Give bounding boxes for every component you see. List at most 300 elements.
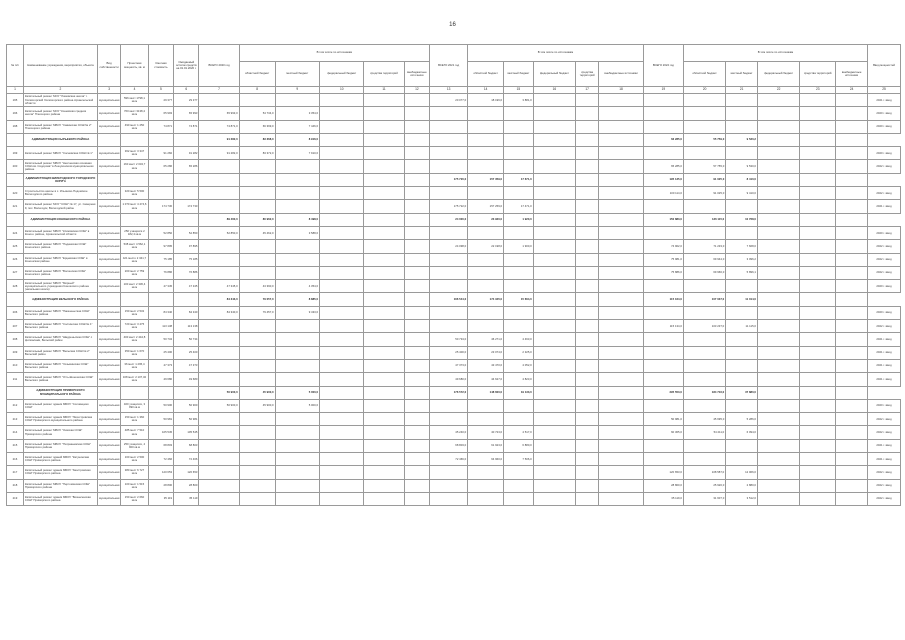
ownership: муниципальная (97, 333, 120, 346)
capacity: 400 учащихся, 3 990 кв.м (121, 399, 149, 412)
capacity: 150 мест 2 532 кв.м (121, 306, 149, 319)
remaining-cost: 35 119 (174, 492, 199, 505)
column-number: 17 (576, 87, 599, 94)
local-2021: 7 506,0 (504, 453, 534, 466)
header-sub: местный бюджет (726, 62, 758, 87)
empty-cell (576, 253, 599, 266)
ownership: муниципальная (97, 200, 120, 213)
empty-cell (404, 386, 429, 399)
empty-cell (533, 187, 575, 200)
commission-year: 2022 г. ввод (868, 187, 901, 200)
federal-2020 (320, 346, 364, 359)
regional-2021: 157 259,0 (468, 200, 504, 213)
row-number: 195 (7, 94, 24, 107)
total-2021: 176 572,0 (430, 386, 468, 399)
empty-cell (364, 453, 404, 466)
column-number: 12 (404, 87, 429, 94)
estimated-cost: 113 138 (148, 320, 173, 333)
local-2021: 17 671,0 (504, 173, 534, 186)
empty-cell (97, 173, 120, 186)
empty-cell (533, 346, 575, 359)
regional-2020 (239, 240, 275, 253)
row-number: 220 (7, 187, 24, 200)
object-name: Капитальный ремонт МБОУ "Хозьминская СОШ" Вельского района (23, 359, 97, 372)
total-2020: 91 282,0 (199, 147, 239, 160)
local-2021: 1 900,0 (504, 240, 534, 253)
regional-2020: 83 372,0 (239, 147, 275, 160)
local-2021 (504, 266, 534, 279)
empty-cell (533, 213, 575, 226)
local-2022: 12 066,0 (726, 466, 758, 479)
estimated-cost: 76 886 (148, 266, 173, 279)
local-2022: 6 094,0 (726, 426, 758, 439)
total-2021 (430, 147, 468, 160)
commission-year: 2020 г. ввод (868, 306, 901, 319)
empty-cell (364, 439, 404, 452)
estimated-cost: 47 373 (148, 359, 173, 372)
empty-cell (533, 453, 575, 466)
empty-cell (836, 94, 868, 107)
section-row (7, 213, 901, 226)
table-row (7, 107, 901, 120)
table-row (7, 320, 901, 333)
empty-cell (800, 492, 836, 505)
section-row (7, 133, 901, 146)
federal-2020 (320, 453, 364, 466)
empty-cell (836, 359, 868, 372)
empty-cell (599, 386, 643, 399)
empty-cell (576, 479, 599, 492)
empty-cell (836, 253, 868, 266)
local-2020 (275, 173, 319, 186)
local-2022 (726, 200, 758, 213)
commission-year: 2021 г. ввод (868, 439, 901, 452)
local-2022: 11 014,0 (726, 293, 758, 306)
local-2022: 5 896,1 (726, 266, 758, 279)
header-sub: областной бюджет (239, 62, 275, 87)
local-2021 (504, 133, 534, 146)
object-name: Капитальный ремонт МБОУ "Уемская СОШ" Приморского района (23, 426, 97, 439)
empty-cell (836, 213, 868, 226)
object-name: Капитальный ремонт МБОУ "Патракеевская СОШ" Приморского района (23, 439, 97, 452)
ownership: муниципальная (97, 120, 120, 133)
table-row (7, 373, 901, 386)
local-2020: 5 000,0 (275, 399, 319, 412)
empty-cell (836, 453, 868, 466)
total-2022: 75 981,0 (643, 253, 683, 266)
estimated-cost: 74 871 (148, 120, 173, 133)
empty-cell (800, 413, 836, 426)
regional-2020: 43 390,0 (239, 280, 275, 293)
total-2021: 68 803,0 (430, 439, 468, 452)
total-2022 (643, 373, 683, 386)
ownership: муниципальная (97, 439, 120, 452)
header-rest: Ожидаемый остаток средств на 01.01.2020 г. (174, 45, 199, 87)
empty-cell (576, 373, 599, 386)
regional-2021: 174 345,0 (468, 293, 504, 306)
remaining-cost: 84 340 (174, 306, 199, 319)
local-2020: 3 588,0 (275, 226, 319, 239)
regional-2021 (468, 413, 504, 426)
empty-cell (576, 213, 599, 226)
row-number: 210 (7, 359, 24, 372)
empty-cell (800, 94, 836, 107)
row-number: 207 (7, 320, 24, 333)
empty-cell (757, 399, 799, 412)
empty-cell (800, 253, 836, 266)
empty-cell (364, 399, 404, 412)
empty-cell (148, 386, 173, 399)
empty-cell (836, 187, 868, 200)
remaining-cost (174, 187, 199, 200)
local-2020 (275, 320, 319, 333)
local-2022: 5 286,0 (726, 413, 758, 426)
remaining-cost: 75 185 (174, 253, 199, 266)
empty-cell (599, 373, 643, 386)
regional-2020 (239, 453, 275, 466)
empty-cell (533, 479, 575, 492)
federal-2020 (320, 492, 364, 505)
estimated-cost: 72 466 (148, 453, 173, 466)
local-2020 (275, 160, 319, 173)
federal-2020 (320, 266, 364, 279)
section-title: АДМИНИСТРАЦИЯ КОНОШСКОГО РАЙОНА (23, 213, 97, 226)
empty-cell (404, 213, 429, 226)
total-2022: 60 305,0 (643, 426, 683, 439)
remaining-cost: 65 993 (174, 107, 199, 120)
row-number: 219 (7, 492, 24, 505)
regional-2022 (683, 94, 725, 107)
local-2020: 3 354,0 (275, 107, 319, 120)
local-2021: 3 881,0 (504, 94, 534, 107)
empty-cell (800, 133, 836, 146)
object-name: Капитальный ремонт МБОУ "Волошская СОШ" Коношского района (23, 266, 97, 279)
empty-cell (800, 293, 836, 306)
total-2020: 50 900,0 (199, 386, 239, 399)
column-number: 15 (504, 87, 534, 94)
local-2022 (726, 107, 758, 120)
empty-cell (836, 306, 868, 319)
empty-cell (533, 413, 575, 426)
empty-cell (404, 94, 429, 107)
empty-cell (320, 173, 364, 186)
total-2020 (199, 320, 239, 333)
regional-2022: 91 025,0 (683, 187, 725, 200)
total-2022: 120 653,0 (643, 466, 683, 479)
total-2022 (643, 359, 683, 372)
header-sub: областной бюджет (468, 62, 504, 87)
empty-cell (576, 453, 599, 466)
object-name: Капитальный ремонт МБОУ "Мирный" муниципального учреждения Коношского района (начальная школа) (23, 280, 97, 293)
empty-cell (576, 120, 599, 133)
total-2020 (199, 253, 239, 266)
regional-2020 (239, 333, 275, 346)
empty-cell (576, 160, 599, 173)
total-2022 (643, 107, 683, 120)
remaining-cost: 113 138 (174, 320, 199, 333)
empty-cell (404, 346, 429, 359)
total-2022: 150 883,0 (643, 213, 683, 226)
empty-cell (404, 320, 429, 333)
empty-cell (757, 107, 799, 120)
federal-2020 (320, 359, 364, 372)
object-name: Капитальный ремонт МБОУ "Подюжская СОШ" Коношского района (23, 240, 97, 253)
regional-2020 (239, 187, 275, 200)
capacity: 160 мест 2 500 кв.м (121, 453, 149, 466)
empty-cell (364, 492, 404, 505)
local-2021 (504, 399, 534, 412)
total-2020 (199, 200, 239, 213)
empty-cell (404, 492, 429, 505)
object-name: Капитальный ремонт здания МБОУ "Заостровская СОШ" Приморского района (23, 466, 97, 479)
empty-cell (364, 479, 404, 492)
capital-repair-table (6, 44, 901, 506)
table-row (7, 240, 901, 253)
empty-cell (599, 479, 643, 492)
remaining-cost: 29 377 (174, 94, 199, 107)
regional-2022 (683, 120, 725, 133)
total-2021 (430, 306, 468, 319)
empty-cell (800, 226, 836, 239)
remaining-cost: 49 680 (174, 373, 199, 386)
object-name: Капитальный ремонт МОУ "Коневская средняя школа" Плесецкого района (23, 107, 97, 120)
estimated-cost: 65 286 (148, 160, 173, 173)
local-2021: 4 517,0 (504, 426, 534, 439)
federal-2020 (320, 320, 364, 333)
local-2022 (726, 306, 758, 319)
total-2022: 295 553,0 (643, 386, 683, 399)
header-ownership: Вид собственности (97, 45, 120, 87)
header-row-1 (7, 45, 901, 62)
empty-cell (533, 373, 575, 386)
total-2020 (199, 466, 239, 479)
local-2022: 10 768,0 (726, 213, 758, 226)
empty-cell (757, 426, 799, 439)
empty-cell (800, 479, 836, 492)
capacity: 250 учащихся, 4 900 кв.м (121, 439, 149, 452)
remaining-cost: 28 800 (174, 479, 199, 492)
capacity: 1 070 мест 4 474,6 кв.м (121, 200, 149, 213)
empty-cell (599, 94, 643, 107)
empty-cell (576, 147, 599, 160)
total-2020 (199, 187, 239, 200)
federal-2020 (320, 466, 364, 479)
empty-cell (404, 240, 429, 253)
regional-2020 (239, 413, 275, 426)
regional-2022 (683, 280, 725, 293)
section-title: АДМИНИСТРАЦИЯ СЫРЬЕВОГО РАЙОНА (23, 133, 97, 146)
federal-2020 (320, 107, 364, 120)
total-2022: 100 114,0 (643, 187, 683, 200)
total-2021 (430, 492, 468, 505)
empty-cell (533, 280, 575, 293)
empty-cell (757, 413, 799, 426)
empty-cell (533, 107, 575, 120)
regional-2022: 71 233,0 (683, 240, 725, 253)
empty-cell (599, 453, 643, 466)
regional-2022: 108 587,0 (683, 466, 725, 479)
capacity: 150 мест 2 660 кв.м (121, 492, 149, 505)
estimated-cost: 47 345 (148, 280, 173, 293)
empty-cell (404, 200, 429, 213)
regional-2022 (683, 359, 725, 372)
empty-cell (404, 160, 429, 173)
empty-cell (599, 200, 643, 213)
empty-cell (757, 200, 799, 213)
empty-cell (533, 147, 575, 160)
header-sub: средства территорий (800, 62, 836, 87)
empty-cell (836, 333, 868, 346)
total-2020: 65 993,0 (199, 107, 239, 120)
empty-cell (404, 226, 429, 239)
ownership: муниципальная (97, 187, 120, 200)
local-2022 (726, 373, 758, 386)
empty-cell (364, 120, 404, 133)
regional-2020: 54 734,0 (239, 107, 275, 120)
total-2020 (199, 266, 239, 279)
empty-cell (800, 453, 836, 466)
empty-cell (576, 306, 599, 319)
local-2020 (275, 373, 319, 386)
empty-cell (836, 320, 868, 333)
object-name: Капитальный ремонт МБОУ "Ерцевская СОШ" в Коношском районе (23, 253, 97, 266)
local-2022 (726, 280, 758, 293)
empty-cell (364, 386, 404, 399)
total-2020 (199, 94, 239, 107)
empty-cell (800, 107, 836, 120)
local-2020 (275, 453, 319, 466)
empty-cell (757, 160, 799, 173)
estimated-cost: 28 800 (148, 479, 173, 492)
total-2021 (430, 280, 468, 293)
capacity: 400 мест 2 444,8 кв.м (121, 333, 149, 346)
object-name: Капитальный ремонт МОУ "СОШ" № 17, ул. Северная 9, пос. Вилегодск, Вилегодский район (23, 200, 97, 213)
empty-cell (599, 107, 643, 120)
empty-cell (404, 306, 429, 319)
empty-cell (576, 173, 599, 186)
empty-cell (599, 439, 643, 452)
estimated-cost: 97 895 (148, 240, 173, 253)
header-sub: средства территорий (576, 62, 599, 87)
empty-cell (836, 426, 868, 439)
local-2021 (504, 187, 534, 200)
table-body (7, 94, 901, 506)
row-number: 216 (7, 453, 24, 466)
empty-cell (364, 107, 404, 120)
section-title: АДМИНИСТРАЦИЯ ВЕЛЬСКОГО РАЙОНА (23, 293, 97, 306)
empty-cell (757, 133, 799, 146)
empty-cell (404, 373, 429, 386)
local-2020 (275, 253, 319, 266)
total-2020 (199, 426, 239, 439)
row-number: 198 (7, 120, 24, 133)
total-2020: 91 282,0 (199, 133, 239, 146)
regional-2020 (239, 373, 275, 386)
empty-cell (576, 413, 599, 426)
local-2022: 9 530,0 (726, 160, 758, 173)
regional-2021 (468, 226, 504, 239)
commission-year: 2020 г. ввод (868, 226, 901, 239)
empty-cell (757, 253, 799, 266)
empty-cell (800, 266, 836, 279)
column-number: 22 (757, 87, 799, 94)
local-2021: 17 471,0 (504, 200, 534, 213)
column-number-row (7, 87, 901, 94)
empty-cell (836, 160, 868, 173)
local-2021: 4 463,0 (504, 333, 534, 346)
total-2021: 20 077,0 (430, 94, 468, 107)
object-name: Капитальный ремонт здания МБОУ "Соловецкая СОШ" (23, 399, 97, 412)
estimated-cost: 91 282 (148, 147, 173, 160)
total-2020 (199, 160, 239, 173)
ownership: муниципальная (97, 320, 120, 333)
column-number: 24 (836, 87, 868, 94)
table-row (7, 160, 901, 173)
header-num: № п/п (7, 45, 24, 87)
ownership: муниципальная (97, 413, 120, 426)
empty-cell (800, 200, 836, 213)
commission-year: 2022 г. ввод (868, 413, 901, 426)
header-sub: внебюджетные источники (599, 62, 643, 87)
local-2022 (726, 94, 758, 107)
empty-cell (364, 413, 404, 426)
commission-year: 2021 г. ввод (868, 200, 901, 213)
total-2020: 89 460,0 (199, 213, 239, 226)
remaining-cost: 25 400 (174, 346, 199, 359)
federal-2020 (320, 439, 364, 452)
total-2022: 65 285,0 (643, 160, 683, 173)
header-name: Наименование учреждения, мероприятия, объекта (23, 45, 97, 87)
empty-cell (174, 386, 199, 399)
local-2020: 8 885,0 (275, 293, 319, 306)
regional-2020: 79 057,0 (239, 293, 275, 306)
regional-2022 (683, 306, 725, 319)
empty-cell (364, 133, 404, 146)
empty-cell (836, 107, 868, 120)
regional-2020: 45 462,0 (239, 226, 275, 239)
empty-cell (757, 187, 799, 200)
local-2020 (275, 240, 319, 253)
regional-2022: 91 025,0 (683, 173, 725, 186)
regional-2020 (239, 426, 275, 439)
total-2020: 84 340,0 (199, 306, 239, 319)
local-2021: 2 325,0 (504, 346, 534, 359)
federal-2020 (320, 333, 364, 346)
empty-cell (364, 160, 404, 173)
remaining-cost: 91 282 (174, 147, 199, 160)
federal-2020 (320, 306, 364, 319)
regional-2021 (468, 280, 504, 293)
table-row (7, 399, 901, 412)
commission-year: 2020 г. ввод (868, 107, 901, 120)
ownership: муниципальная (97, 226, 120, 239)
regional-2020: 79 457,0 (239, 306, 275, 319)
empty-cell (148, 173, 173, 186)
capacity: 362 мест 3 347 кв.м (121, 147, 149, 160)
empty-cell (836, 346, 868, 359)
local-2021: 1 920,0 (504, 213, 534, 226)
table-row (7, 413, 901, 426)
total-2021: 49 680,0 (430, 373, 468, 386)
regional-2022: 69 966,0 (683, 266, 725, 279)
empty-cell (320, 386, 364, 399)
table-row (7, 479, 901, 492)
empty-cell (576, 492, 599, 505)
table-row (7, 306, 901, 319)
commission-year: 2022 г. ввод (868, 160, 901, 173)
empty-cell (576, 226, 599, 239)
commission-year: 2021 г. ввод (868, 373, 901, 386)
